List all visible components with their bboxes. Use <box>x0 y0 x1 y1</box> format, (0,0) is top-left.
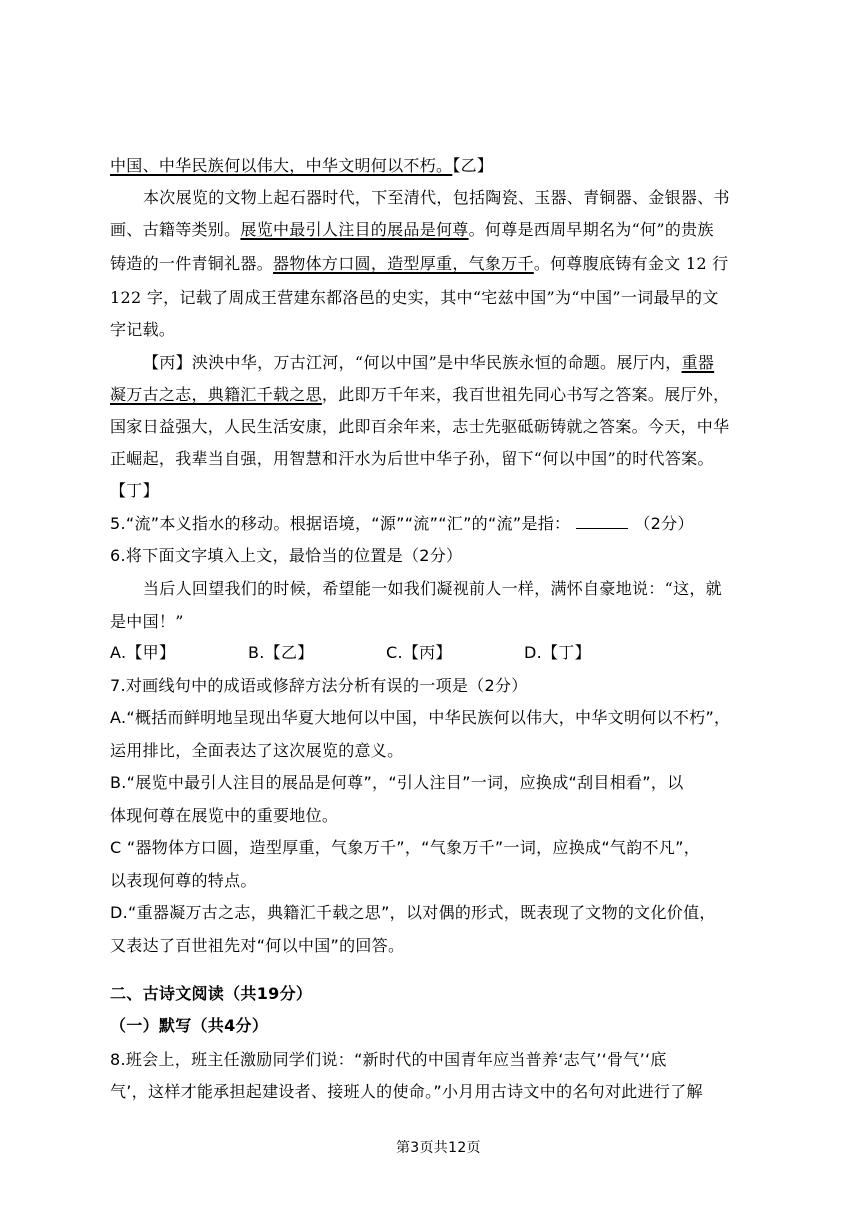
answer-blank[interactable] <box>576 514 628 529</box>
para-bing-line-3: 国家日益强大，人民生活安康，此即百余年来，志士先驱砥砺铸就之答案。今天，中华 <box>110 417 730 436</box>
underlined-sentence: 中国、中华民族何以伟大，中华文明何以不朽。 <box>110 156 453 175</box>
para-yi-line-1: 本次展览的文物上起石器时代，下至清代，包括陶瓷、玉器、青铜器、金银器、书 <box>143 188 730 207</box>
question-8-line-2: 气’，这样才能承担起建设者、接班人的使命。”小月用古诗文中的名句对此进行了解 <box>110 1082 703 1101</box>
marker-ding: 【丁】 <box>110 481 159 500</box>
para-yi-line-4: 122 字，记载了周成王营建东都洛邑的史实，其中“宅兹中国”为“中国”一词最早的文 <box>110 288 719 307</box>
option-b[interactable]: B.【乙】 <box>248 643 314 662</box>
text-segment: 【丙】泱泱中华，万古江河，“何以中国”是中华民族永恒的命题。展厅内， <box>143 353 682 372</box>
text-segment: 。何尊是西周早期名为“何”的贵族 <box>468 220 714 239</box>
option-c[interactable]: C.【丙】 <box>386 643 452 662</box>
question-text: 5.“流”本义指水的移动。根据语境，“源”“流”“汇”的“流”是指： <box>110 514 571 533</box>
page-footer: 第3页共12页 <box>396 1140 481 1156</box>
section-2-title: 二、古诗文阅读（共19分） <box>110 984 313 1003</box>
question-6-options <box>110 643 662 663</box>
question-7-option-b-line-2: 体现何尊在展览中的重要地位。 <box>110 806 339 825</box>
question-7-option-d-line-2: 又表达了百世祖先对“何以中国”的回答。 <box>110 936 405 955</box>
underlined-sentence: 器物体方口圆，造型厚重，气象万千 <box>273 254 534 273</box>
option-d[interactable]: D.【丁】 <box>524 643 591 662</box>
text-segment: 。何尊腹底铸有金文 12 行 <box>533 254 729 273</box>
underlined-sentence: 重器 <box>681 353 715 372</box>
para-bing-line-2 <box>110 385 729 405</box>
text-segment: 画、古籍等类别。 <box>110 220 241 239</box>
question-8-line-1: 8.班会上，班主任激励同学们说：“新时代的中国青年应当普养‘志气’‘骨气’‘底 <box>110 1050 667 1069</box>
underlined-sentence: 凝万古之志，典籍汇千载之思 <box>110 385 322 404</box>
para-yi-line-2 <box>110 220 714 240</box>
option-a[interactable]: A.【甲】 <box>110 643 176 662</box>
question-6-stem: 6.将下面文字填入上文，最恰当的位置是（2分） <box>110 546 463 565</box>
para-bing-line-1 <box>143 353 714 373</box>
score-label: （2分） <box>634 514 694 533</box>
question-7-option-b-line-1[interactable]: B.“展览中最引人注目的展品是何尊”，“引人注目”一词，应换成“刮目相看”，以 <box>110 773 684 792</box>
section-2-subtitle: （一）默写（共4分） <box>110 1016 269 1035</box>
question-5 <box>110 514 694 534</box>
jia-ending-line <box>110 156 493 176</box>
text-segment: 铸造的一件青铜礼器。 <box>110 254 274 273</box>
question-7-stem: 7.对画线句中的成语或修辞方法分析有误的一项是（2分） <box>110 676 528 695</box>
question-7-option-c-line-1[interactable]: C “器物体方口圆，造型厚重，气象万千”，“气象万千”一词，应换成“气韵不凡”， <box>110 838 700 857</box>
question-7-option-a-line-1[interactable]: A.“概括而鲜明地呈现出华夏大地何以中国，中华民族何以伟大，中华文明何以不朽”， <box>110 708 731 727</box>
para-yi-line-5: 字记载。 <box>110 320 176 339</box>
question-7-option-c-line-2: 以表现何尊的特点。 <box>110 871 257 890</box>
question-6-sentence-line-2: 是中国！” <box>110 612 184 631</box>
marker-yi: 【乙】 <box>452 156 494 175</box>
underlined-sentence: 展览中最引人注目的展品是何尊 <box>240 220 469 239</box>
para-bing-line-4: 正崛起，我辈当自强，用智慧和汗水为后世中华子孙，留下“何以中国”的时代答案。 <box>110 449 714 468</box>
question-6-sentence-line-1: 当后人回望我们的时候，希望能一如我们凝视前人一样，满怀自豪地说：“这，就 <box>143 579 722 598</box>
text-segment: ，此即万千年来，我百世祖先同心书写之答案。展厅外， <box>321 385 730 404</box>
para-yi-line-3 <box>110 254 729 274</box>
question-7-option-a-line-2: 运用排比，全面表达了这次展览的意义。 <box>110 741 404 760</box>
question-7-option-d-line-1[interactable]: D.“重器凝万古之志，典籍汇千载之思”，以对偶的形式，既表现了文物的文化价值， <box>110 903 716 922</box>
